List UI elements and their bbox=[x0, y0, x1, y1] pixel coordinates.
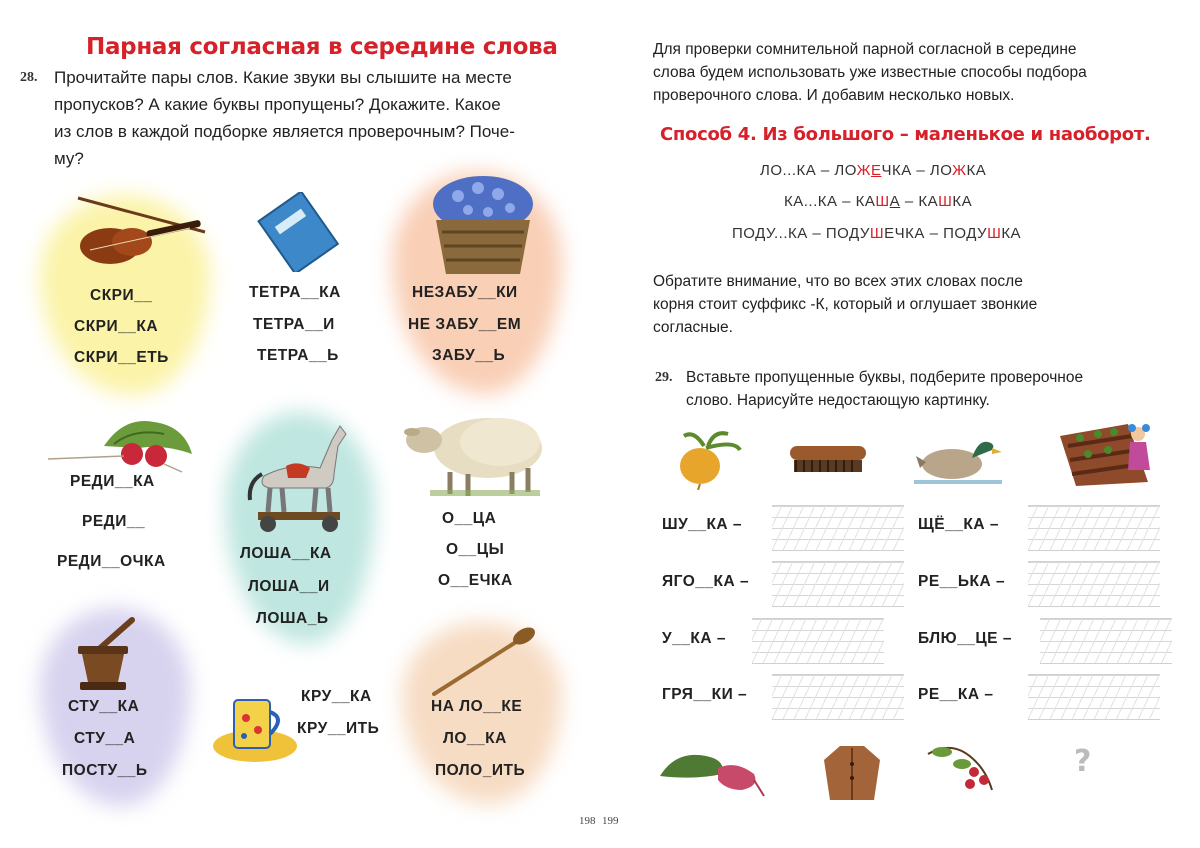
word-stu-1: СТУ__КА bbox=[68, 698, 140, 715]
word-kru-1: КРУ__КА bbox=[301, 688, 372, 705]
page-number-left: 198 bbox=[579, 815, 596, 827]
word-losha-3: ЛОША_Ь bbox=[256, 610, 329, 627]
word-redi-2: РЕДИ__ bbox=[82, 513, 146, 530]
sheep-icon bbox=[400, 408, 550, 500]
wooden-spoon-icon bbox=[430, 626, 540, 698]
answer-lines-5[interactable] bbox=[752, 618, 884, 664]
task-word-yago: ЯГО__КА – bbox=[662, 573, 750, 590]
word-tetra-2: ТЕТРА__И bbox=[253, 316, 335, 333]
word-lo-1: НА ЛО__КЕ bbox=[431, 698, 523, 715]
missing-picture-question-mark: ? bbox=[1074, 744, 1092, 779]
notebook-icon bbox=[252, 192, 347, 272]
radish-icon bbox=[44, 414, 194, 474]
word-redi-3: РЕДИ__ОЧКА bbox=[57, 553, 166, 570]
page-number-right: 199 bbox=[602, 815, 619, 827]
exercise-28-number: 28. bbox=[20, 70, 38, 85]
fur-coat-icon bbox=[820, 740, 884, 804]
method-title: Способ 4. Из большого – маленькое и наоборот. bbox=[660, 124, 1151, 145]
beet-icon bbox=[656, 746, 766, 802]
answer-lines-1[interactable] bbox=[772, 505, 904, 551]
word-losha-1: ЛОША__КА bbox=[240, 545, 332, 562]
answer-lines-4[interactable] bbox=[1028, 561, 1160, 607]
garden-beds-girl-icon bbox=[1058, 416, 1154, 488]
mortar-pestle-icon bbox=[68, 616, 148, 696]
example-row-1: ЛО...КА – ЛОЖЕЧКА – ЛОЖКА bbox=[760, 162, 987, 179]
word-skri-1: СКРИ__ bbox=[90, 287, 153, 304]
answer-lines-6[interactable] bbox=[1040, 618, 1172, 664]
word-o-3: О__ЕЧКА bbox=[438, 572, 513, 589]
task-word-shchyo: ЩЁ__КА – bbox=[918, 516, 999, 533]
answer-lines-2[interactable] bbox=[1028, 505, 1160, 551]
task-word-blyu: БЛЮ__ЦЕ – bbox=[918, 630, 1012, 647]
exercise-28-task: Прочитайте пары слов. Какие звуки вы слышите на месте пропусков? А какие буквы пропущены? Докажите. Какое из слов в каждой подборке является проверочным? Почe- му? bbox=[54, 68, 515, 168]
word-nezabu-1: НЕЗАБУ__КИ bbox=[412, 284, 518, 301]
word-nezabu-2: НЕ ЗАБУ__ЕМ bbox=[408, 316, 522, 333]
word-stu-2: СТУ__А bbox=[74, 730, 136, 747]
word-nezabu-3: ЗАБУ__Ь bbox=[432, 347, 506, 364]
mug-icon bbox=[210, 690, 300, 770]
word-tetra-1: ТЕТРА__КА bbox=[249, 284, 341, 301]
word-lo-3: ПОЛО_ИТЬ bbox=[435, 762, 526, 779]
word-kru-2: КРУ__ИТЬ bbox=[297, 720, 380, 737]
intro-paragraph: Для проверки сомнительной парной согласной в середине слова будем использовать уже известные способы подбора проверочного слова. И добавим несколько новых. bbox=[653, 41, 1087, 104]
task-word-u: У__КА – bbox=[662, 630, 726, 647]
task-word-re-2: РЕ__КА – bbox=[918, 686, 994, 703]
word-skri-3: СКРИ__ЕТЬ bbox=[74, 349, 169, 366]
violin-icon bbox=[70, 188, 210, 278]
word-o-2: О__ЦЫ bbox=[446, 541, 505, 558]
note-paragraph: Обратите внимание, что во всех этих словах после корня стоит суффикс -К, который и оглушает звонкие согласные. bbox=[653, 273, 1038, 336]
exercise-29-task: Вставьте пропущенные буквы, подберите проверочное слово. Нарисуйте недостающую картинку. bbox=[686, 369, 1084, 409]
brush-icon bbox=[786, 440, 870, 476]
task-word-grya: ГРЯ__КИ – bbox=[662, 686, 748, 703]
left-page-title: Парная согласная в середине слова bbox=[86, 34, 558, 60]
word-tetra-3: ТЕТРА__Ь bbox=[257, 347, 339, 364]
word-lo-2: ЛО__КА bbox=[443, 730, 507, 747]
example-row-2: КА...КА – КАША – КАШКА bbox=[784, 193, 973, 210]
example-row-3: ПОДУ...КА – ПОДУШЕЧКА – ПОДУШКА bbox=[732, 225, 1022, 242]
word-losha-2: ЛОША__И bbox=[248, 578, 330, 595]
turnip-icon bbox=[664, 430, 744, 490]
duck-icon bbox=[912, 428, 1004, 488]
answer-lines-8[interactable] bbox=[1028, 674, 1160, 720]
task-word-shu: ШУ__КА – bbox=[662, 516, 743, 533]
word-redi-1: РЕДИ__КА bbox=[70, 473, 155, 490]
answer-lines-3[interactable] bbox=[772, 561, 904, 607]
berries-icon bbox=[922, 740, 1002, 798]
toy-horse-icon bbox=[240, 416, 350, 536]
word-skri-2: СКРИ__КА bbox=[74, 318, 159, 335]
forgetmenot-basket-icon bbox=[428, 170, 538, 278]
word-stu-3: ПОСТУ__Ь bbox=[62, 762, 148, 779]
task-word-re-1: РЕ__ЬКА – bbox=[918, 573, 1006, 590]
answer-lines-7[interactable] bbox=[772, 674, 904, 720]
word-o-1: О__ЦА bbox=[442, 510, 497, 527]
exercise-29-number: 29. bbox=[655, 370, 673, 385]
